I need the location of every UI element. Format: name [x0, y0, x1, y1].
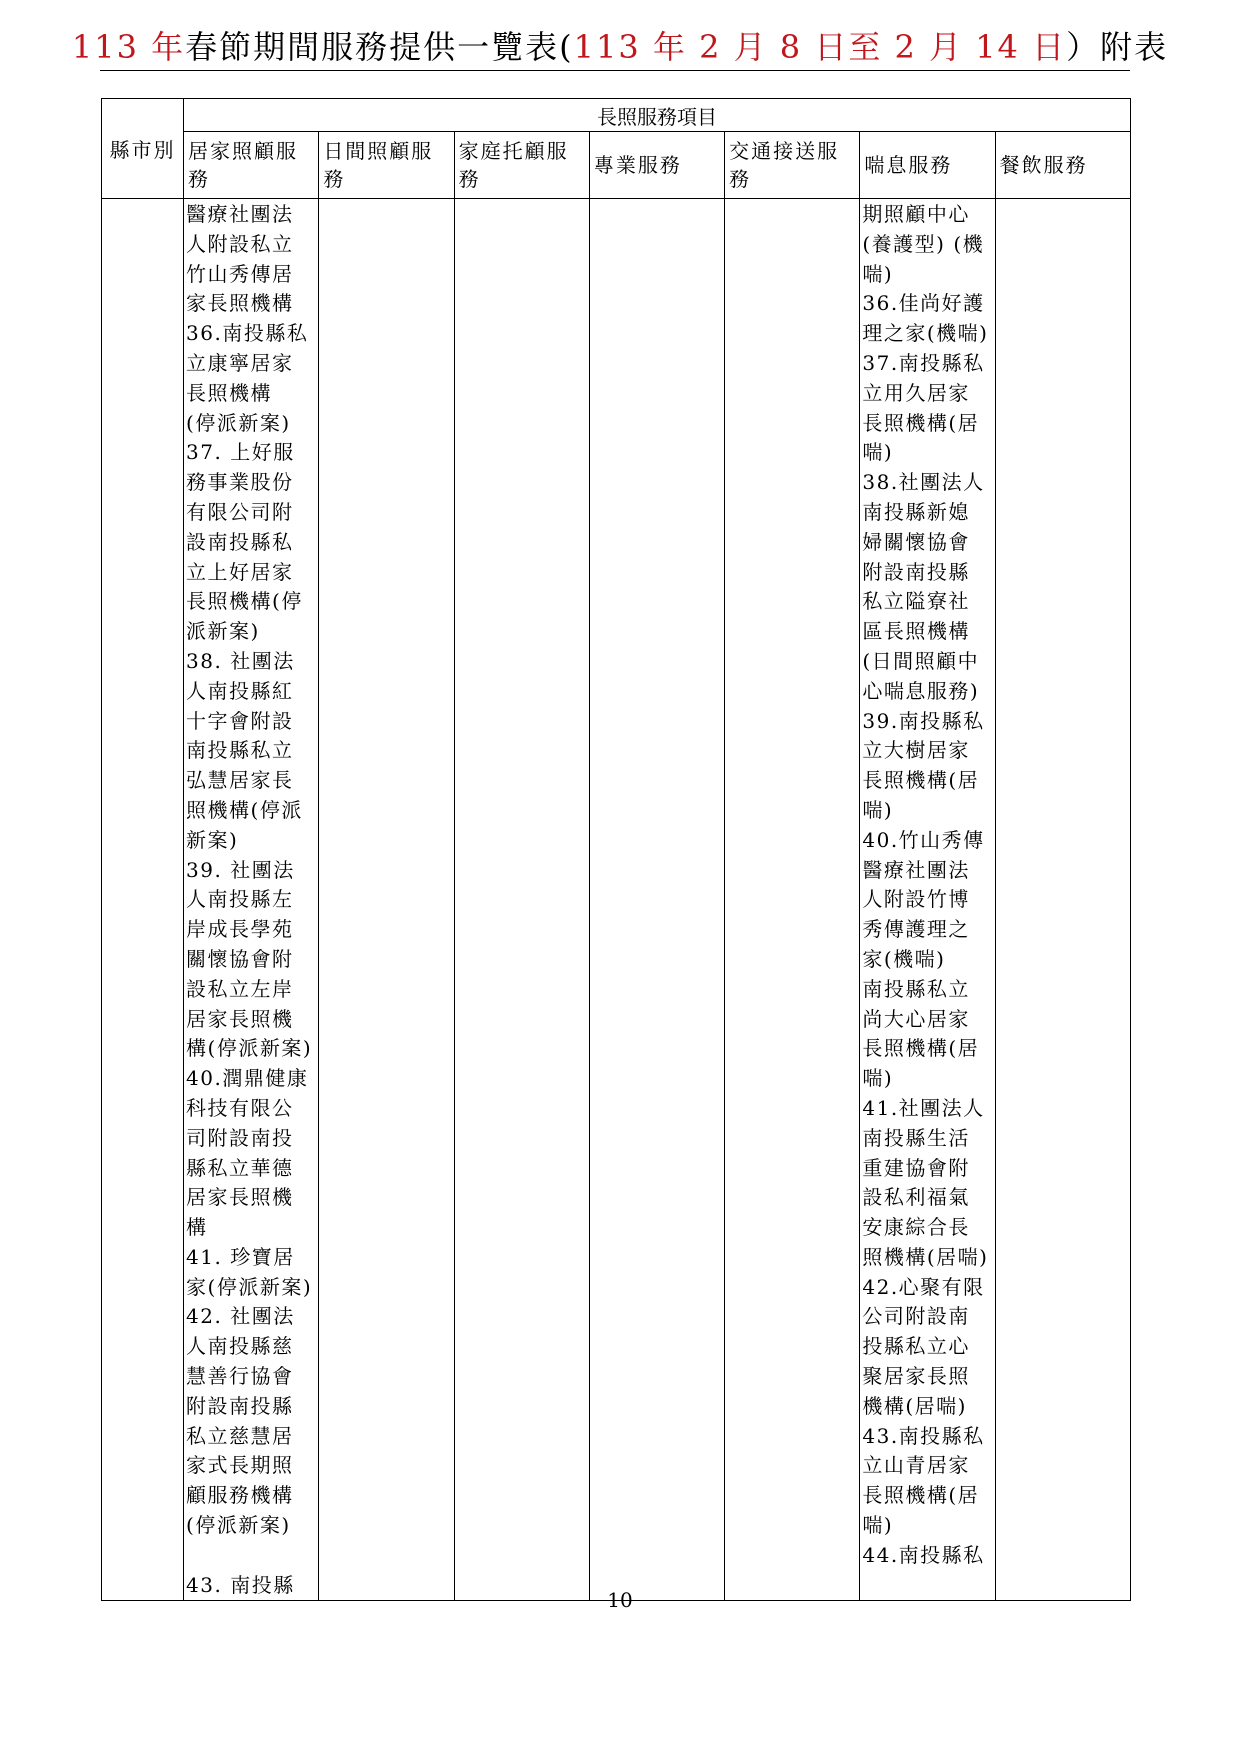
cell-line: 新案) [186, 827, 239, 852]
cell-line: 長照機構(居 [862, 768, 980, 793]
cell-line: 43. 南投縣 [186, 1572, 295, 1597]
cell-line: 家式長期照 [186, 1453, 294, 1478]
home-care-cell [184, 199, 319, 1601]
column-header-respite-service [860, 132, 995, 199]
cell-line: 投縣私立心 [862, 1334, 970, 1359]
cell-line: 附設南投縣 [862, 559, 970, 584]
transport-service-cell [725, 199, 860, 1601]
column-header-professional-service [589, 132, 724, 199]
cell-line: 私立隘寮社 [862, 589, 970, 614]
cell-line: 聚居家長照 [862, 1364, 970, 1389]
cell-line: 家(停派新案) [186, 1274, 313, 1299]
cell-line: 長照機構(停 [186, 589, 303, 614]
cell-line: 有限公司附 [186, 499, 294, 524]
cell-line: 尚大心居家 [862, 1006, 970, 1031]
cell-line: 立康寧居家 [186, 350, 294, 375]
title-main: 春節期間服務提供一覽表( [185, 28, 574, 66]
cell-line: 41.社團法人 [862, 1095, 985, 1120]
cell-line: 人南投縣慈 [186, 1334, 294, 1359]
cell-line: 公司附設南 [862, 1304, 970, 1329]
cell-line: 人南投縣紅 [186, 678, 294, 703]
cell-line: 喘) [862, 440, 894, 465]
cell-line: 縣私立華德 [186, 1155, 294, 1180]
cell-line: 40.潤鼎健康 [186, 1066, 309, 1091]
cell-line: 顧服務機構 [186, 1483, 294, 1508]
cell-line: (停派新案) [186, 410, 291, 435]
cell-line: 心喘息服務) [862, 678, 980, 703]
cell-line: 喘) [862, 797, 894, 822]
cell-line: (養護型) (機 [862, 231, 985, 256]
column-header-line: 務 [188, 167, 211, 191]
cell-line: 構(停派新案) [186, 1036, 313, 1061]
cell-line [186, 1541, 316, 1571]
family-care-cell [454, 199, 589, 1601]
cell-line: (停派新案) [186, 1513, 291, 1538]
respite-service-cell [860, 199, 995, 1601]
cell-line: 十字會附設 [186, 708, 294, 733]
cell-line: 43.南投縣私 [862, 1423, 985, 1448]
service-table [101, 98, 1131, 1601]
cell-line: 長照機構(居 [862, 410, 980, 435]
cell-line: 立用久居家 [862, 380, 970, 405]
cell-line: 立大樹居家 [862, 738, 970, 763]
county-cell [102, 199, 184, 1601]
cell-line: 設私立左岸 [186, 976, 294, 1001]
column-header-meal-service [995, 132, 1130, 199]
cell-line: 36.佳尚好護 [862, 291, 985, 316]
cell-line: 長照機構(居 [862, 1483, 980, 1508]
cell-line: 42.心聚有限 [862, 1274, 985, 1299]
service-group-header: 長照服務項目 [184, 99, 1131, 132]
cell-line: 理之家(機喘) [862, 321, 989, 346]
cell-line: 長照機構(居 [862, 1036, 980, 1061]
cell-line: 39. 社團法 [186, 857, 295, 882]
cell-line: 39.南投縣私 [862, 708, 985, 733]
cell-line: 安康綜合長 [862, 1215, 970, 1240]
column-header-line: 家庭托顧服 [458, 139, 569, 163]
cell-line: 44.南投縣私 [862, 1542, 985, 1567]
cell-line: 私立慈慧居 [186, 1423, 294, 1448]
table-row [102, 199, 1131, 1601]
day-care-cell [319, 199, 454, 1601]
cell-line: 派新案) [186, 619, 260, 644]
column-header-line: 專業服務 [593, 153, 682, 177]
cell-line: 人附設私立 [186, 231, 294, 256]
column-header-transport-service [725, 132, 860, 199]
cell-line: 喘) [862, 1513, 894, 1538]
cell-line: 設南投縣私 [186, 529, 294, 554]
cell-line: 家(機喘) [862, 946, 946, 971]
cell-line: 婦關懷協會 [862, 529, 970, 554]
cell-line: 科技有限公 [186, 1095, 294, 1120]
cell-line: 41. 珍寶居 [186, 1244, 295, 1269]
cell-line: 38. 社團法 [186, 648, 295, 673]
title-date-range: 113 年 2 月 8 日至 2 月 14 日 [573, 28, 1067, 66]
cell-line: 居家長照機 [186, 1006, 294, 1031]
cell-line: 機構(居喘) [862, 1393, 967, 1418]
cell-line: 司附設南投 [186, 1125, 294, 1150]
column-header-family-care [454, 132, 589, 199]
cell-line: 36.南投縣私 [186, 321, 309, 346]
cell-line: 38.社團法人 [862, 470, 985, 495]
column-header-line: 務 [458, 167, 481, 191]
page-title [0, 22, 1240, 68]
cell-line: 立上好居家 [186, 559, 294, 584]
column-header-line: 務 [323, 167, 346, 191]
cell-line: 南投縣私立 [862, 976, 970, 1001]
cell-line: 40.竹山秀傳 [862, 827, 985, 852]
column-header-line: 喘息服務 [864, 153, 953, 177]
title-year: 113 年 [71, 28, 186, 66]
column-header-row [102, 132, 1131, 199]
professional-service-cell [589, 199, 724, 1601]
cell-line: 37. 上好服 [186, 440, 295, 465]
column-header-line: 務 [729, 167, 752, 191]
cell-line: 家長照機構 [186, 291, 294, 316]
column-header-line: 交通接送服 [729, 139, 840, 163]
meal-service-cell [995, 199, 1130, 1601]
cell-line: 人南投縣左 [186, 887, 294, 912]
cell-line: 弘慧居家長 [186, 768, 294, 793]
cell-line: 竹山秀傳居 [186, 261, 294, 286]
cell-line: 期照顧中心 [862, 202, 970, 226]
cell-line: 長照機構 [186, 380, 273, 405]
cell-line: 慧善行協會 [186, 1364, 294, 1389]
cell-line: 關懷協會附 [186, 946, 294, 971]
column-header-line: 居家照顧服 [188, 139, 299, 163]
cell-line: 喘) [862, 261, 894, 286]
cell-line: 照機構(居喘) [862, 1244, 989, 1269]
cell-line: 37.南投縣私 [862, 350, 985, 375]
cell-line: 醫療社團法 [862, 857, 970, 882]
cell-line: 附設南投縣 [186, 1393, 294, 1418]
cell-line: 設私利福氣 [862, 1185, 970, 1210]
cell-line: 立山青居家 [862, 1453, 970, 1478]
cell-line: 區長照機構 [862, 619, 970, 644]
cell-line: 重建協會附 [862, 1155, 970, 1180]
cell-line: 人附設竹博 [862, 887, 970, 912]
column-header-day-care [319, 132, 454, 199]
cell-line: 42. 社團法 [186, 1304, 295, 1329]
column-header-home-care [184, 132, 319, 199]
cell-line: 照機構(停派 [186, 797, 303, 822]
title-suffix: ）附表 [1066, 28, 1169, 66]
cell-line: 秀傳護理之 [862, 917, 970, 942]
cell-line: (日間照顧中 [862, 648, 980, 673]
page-number: 10 [607, 1588, 633, 1612]
column-header-line: 餐飲服務 [999, 153, 1088, 177]
cell-line: 南投縣生活 [862, 1125, 970, 1150]
title-underline [100, 70, 1130, 71]
cell-line: 南投縣私立 [186, 738, 294, 763]
cell-line: 喘) [862, 1066, 894, 1091]
column-header-line: 日間照顧服 [323, 139, 434, 163]
cell-line: 居家長照機 [186, 1185, 294, 1210]
county-header: 縣市別 [102, 99, 184, 199]
cell-line: 醫療社團法 [186, 202, 294, 226]
cell-line: 務事業股份 [186, 470, 294, 495]
cell-line: 岸成長學苑 [186, 917, 294, 942]
cell-line: 南投縣新媳 [862, 499, 970, 524]
cell-line: 構 [186, 1215, 208, 1240]
